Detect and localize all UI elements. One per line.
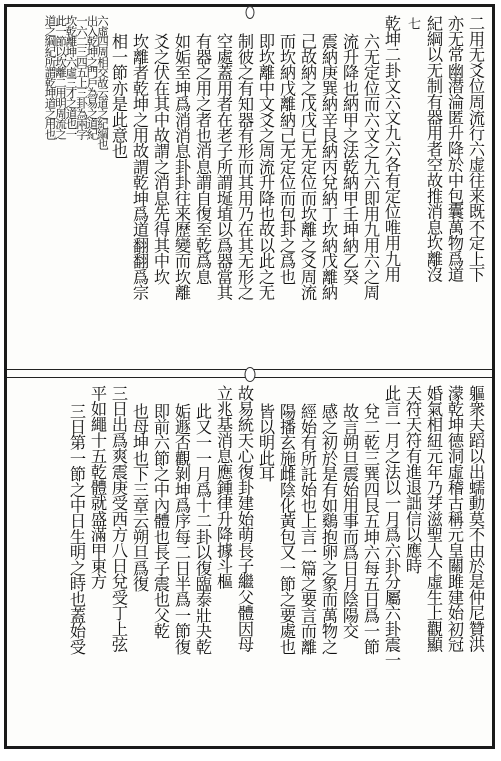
text-column: 濛乾坤德洞虛稽古稱元皇關雎建始初冠 (445, 385, 464, 652)
text-column: 天符天符有進退詘信以應時 (403, 385, 422, 574)
text-column: 兌二乾三巽四艮五坤六每五日爲一節 (361, 403, 380, 655)
text-column: 爻之伏在其中故謂之消息先得其中坎 (151, 33, 170, 285)
page-number: 七 (405, 17, 420, 30)
text-column: 而坎納戊離納己无定位而包卦之爲也 (277, 33, 296, 285)
text-column: 即坎離中文爻之周流升降也故以此之无 (256, 33, 275, 300)
text-column: 軀衆夫蹈以出蠕動莫不由於是仲尼贊洪 (466, 385, 485, 652)
text-column: 平如繩十五乾體就盛滿甲東方 (88, 385, 107, 590)
page-fold-divider (7, 369, 492, 378)
book-page (4, 4, 495, 749)
text-column: 乾坤二卦文六文九六各有定位唯用九用 (382, 15, 401, 282)
text-column: 震納庚巽納辛艮納丙兌納丁坎納戊離納 (319, 33, 338, 300)
text-column: 即前六節之中內體也長子震也父乾 (151, 403, 170, 639)
text-column: 如姤至坤爲消消息卦卦往来歷變而坎離 (172, 33, 191, 300)
text-column: 亦无常幽潜淪匿升降於中包囊萬物爲道 (445, 15, 464, 282)
fold-mark-icon (244, 367, 255, 382)
text-column: 流升降也納甲之法乾納甲壬坤納乙癸 (340, 33, 359, 285)
text-column: 紀綱以无制有器用者空故推消息坎離沒 (424, 15, 443, 282)
text-column: 經始有所託始也上言一篇之要言而離 (298, 403, 317, 655)
commentary-column: 一六二三四五上三卦為兩字 (75, 15, 89, 139)
text-column: 故易統天心復卦建始萌長子繼父體因母 (235, 385, 254, 652)
commentary-column: 此一節以坎離二用明周流之 (54, 15, 68, 139)
text-column: 制彼之有知器有形而其用乃在其无形之 (235, 33, 254, 300)
text-column: 三日出爲爽震庚受西方八日兌受丁上弦 (109, 385, 128, 652)
text-column: 皆以明此耳 (256, 403, 275, 482)
text-column: 陽播玄施雌陰化黃包又一節之要處也 (277, 403, 296, 655)
text-column: 有器之用之者也消息謂自復至乾爲息 (193, 33, 212, 285)
commentary-column: 出入乾坤之門戶為易之道紀 (85, 15, 100, 139)
text-column: 二用无爻位周流行六虚往来既不定上下 (466, 15, 485, 282)
text-column: 立兆基消息應鍾律升降據斗樞 (214, 385, 233, 590)
text-column: 己故納之戊戊已无定位而坎離之爻周流 (298, 33, 317, 300)
commentary-column: 坎乾離坤六虛三才之道也一 (64, 15, 79, 139)
top-half-text (13, 15, 486, 365)
bottom-half-text (13, 385, 486, 743)
commentary-column: 道之綱紀所謂乾坤道之用也 (43, 15, 58, 139)
text-column: 也母坤也下三章云朔旦爲復 (130, 403, 149, 592)
text-column: 婚氣相紐元年乃芽滋聖人不虛生上觀顯 (424, 385, 443, 652)
text-column: 空處蓋用者在老子所謂埏埴以爲器當其 (214, 33, 233, 300)
commentary-column: 六虛四周相交故云道之紀綱也 (96, 15, 110, 149)
text-column: 此言一月之法以一月爲六卦分屬六卦震一 (382, 385, 401, 668)
text-column: 故言朔旦震始用事而爲日月陰陽交 (340, 403, 359, 639)
text-column: 三日第一節之中日生明之時也蓋始受 (67, 403, 86, 655)
text-column: 姤遯否觀剝坤爲序每二日半爲一節復 (172, 403, 191, 655)
text-column: 感之初於是有如鷄抱卵之象而萬物之 (319, 403, 338, 655)
text-column: 六无定位而六文之九六即用九用六之周 (361, 33, 380, 300)
text-column: 此又一一月爲十二卦以復臨泰壯夬乾 (193, 403, 212, 655)
text-column: 坎離者乾坤之用故謂乾坤爲道翻翻爲宗 (130, 33, 149, 300)
section-title: 相一節亦是此意也 (109, 33, 128, 159)
